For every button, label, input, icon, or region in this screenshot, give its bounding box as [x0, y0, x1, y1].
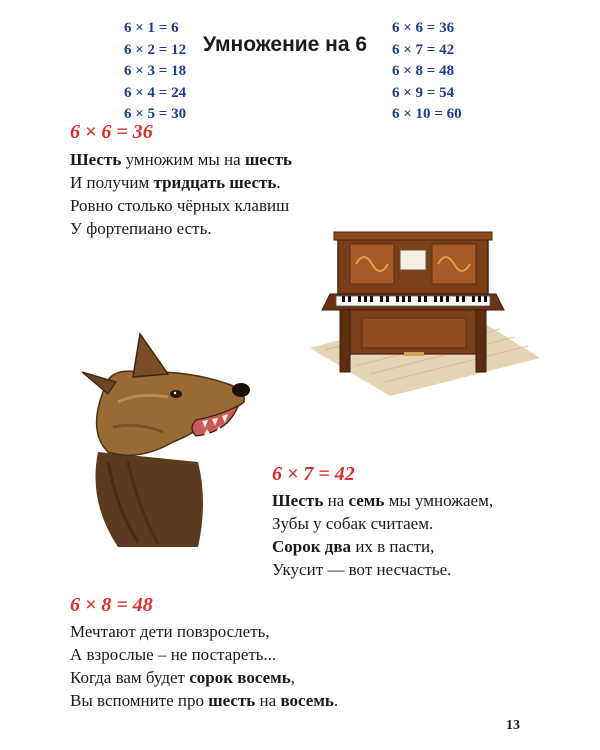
piano-illustration	[300, 228, 545, 398]
piano-leg-right	[476, 310, 486, 372]
poem-bold-text: Шесть	[272, 491, 324, 510]
poem-bold-text: шесть	[244, 150, 292, 169]
piano-lid	[334, 232, 492, 240]
page-title: Умножение на 6	[203, 33, 368, 56]
poem-text: И получим	[70, 173, 154, 192]
poem-text: Мечтают дети повзрослеть,	[70, 622, 270, 641]
table-row: 6 × 1 = 6	[124, 20, 179, 36]
poem-bold-text: сорок восемь	[189, 668, 291, 687]
poem-text: У фортепиано есть.	[70, 219, 212, 238]
poem-bold-text: восемь	[280, 691, 334, 710]
poem-text: на	[255, 691, 281, 710]
poem-line	[272, 489, 493, 512]
piano-pedals	[404, 352, 424, 356]
poem-text: Когда вам будет	[70, 668, 190, 687]
table-row: 6 × 4 = 24	[124, 84, 187, 101]
equation-6x6: 6 × 6 = 36	[70, 121, 153, 143]
poem-line	[70, 217, 292, 240]
table-row: 6 × 6 = 36	[392, 20, 455, 36]
equation-6x8: 6 × 8 = 48	[70, 594, 153, 616]
poem-text: умножим мы на	[121, 150, 245, 169]
dog-nose	[232, 383, 250, 397]
poem-line	[70, 643, 338, 666]
poem-line	[272, 512, 493, 535]
poem-line	[272, 558, 493, 581]
poem-line	[70, 666, 338, 689]
poem-6x7	[272, 489, 493, 581]
poem-text: .	[276, 173, 281, 192]
piano-leg-left	[340, 310, 350, 372]
poem-line	[70, 148, 292, 171]
poem-text: ,	[290, 668, 295, 687]
dog-illustration	[78, 332, 253, 550]
poem-text: Укусит — вот несчастье.	[272, 560, 452, 579]
poem-text: Вы вспомните про	[70, 691, 209, 710]
table-row: 6 × 5 = 30	[124, 106, 187, 122]
poem-text: Зубы у собак считаем.	[272, 514, 434, 533]
page-number: 13	[506, 718, 520, 733]
poem-line	[70, 171, 292, 194]
poem-line	[70, 194, 292, 217]
poem-line	[70, 689, 338, 712]
poem-6x8	[70, 620, 338, 712]
poem-bold-text: семь	[348, 491, 385, 510]
table-row: 6 × 3 = 18	[124, 63, 187, 79]
table-row: 6 × 7 = 42	[392, 41, 455, 58]
poem-bold-text: шесть	[208, 691, 256, 710]
table-row: 6 × 10 = 60	[392, 106, 462, 122]
poem-6x6	[70, 148, 292, 240]
poem-text: на	[323, 491, 349, 510]
dog-ear-right	[133, 334, 168, 377]
poem-text: .	[333, 691, 339, 710]
table-row: 6 × 2 = 12	[124, 41, 187, 58]
poem-bold-text: тридцать шесть	[153, 173, 277, 192]
poem-bold-text: Шесть	[70, 150, 122, 169]
poem-text: А взрослые – не постареть...	[70, 645, 277, 664]
dog-eye	[170, 390, 182, 398]
dog-neck	[96, 452, 204, 547]
poem-text: Ровно столько чёрных клавиш	[70, 196, 290, 215]
sheet-music	[400, 250, 426, 270]
lower-panel	[362, 318, 466, 348]
table-row: 6 × 8 = 48	[392, 63, 455, 79]
table-row: 6 × 9 = 54	[392, 84, 455, 101]
dog-ear-left	[82, 372, 116, 394]
poem-text: их в пасти,	[351, 537, 435, 556]
equation-6x7: 6 × 7 = 42	[272, 463, 355, 485]
poem-line	[70, 620, 338, 643]
table-right-column	[392, 18, 462, 126]
table-left-column	[124, 18, 186, 126]
poem-line	[272, 535, 493, 558]
poem-bold-text: Сорок два	[272, 537, 352, 556]
poem-text: мы умножаем,	[384, 491, 494, 510]
